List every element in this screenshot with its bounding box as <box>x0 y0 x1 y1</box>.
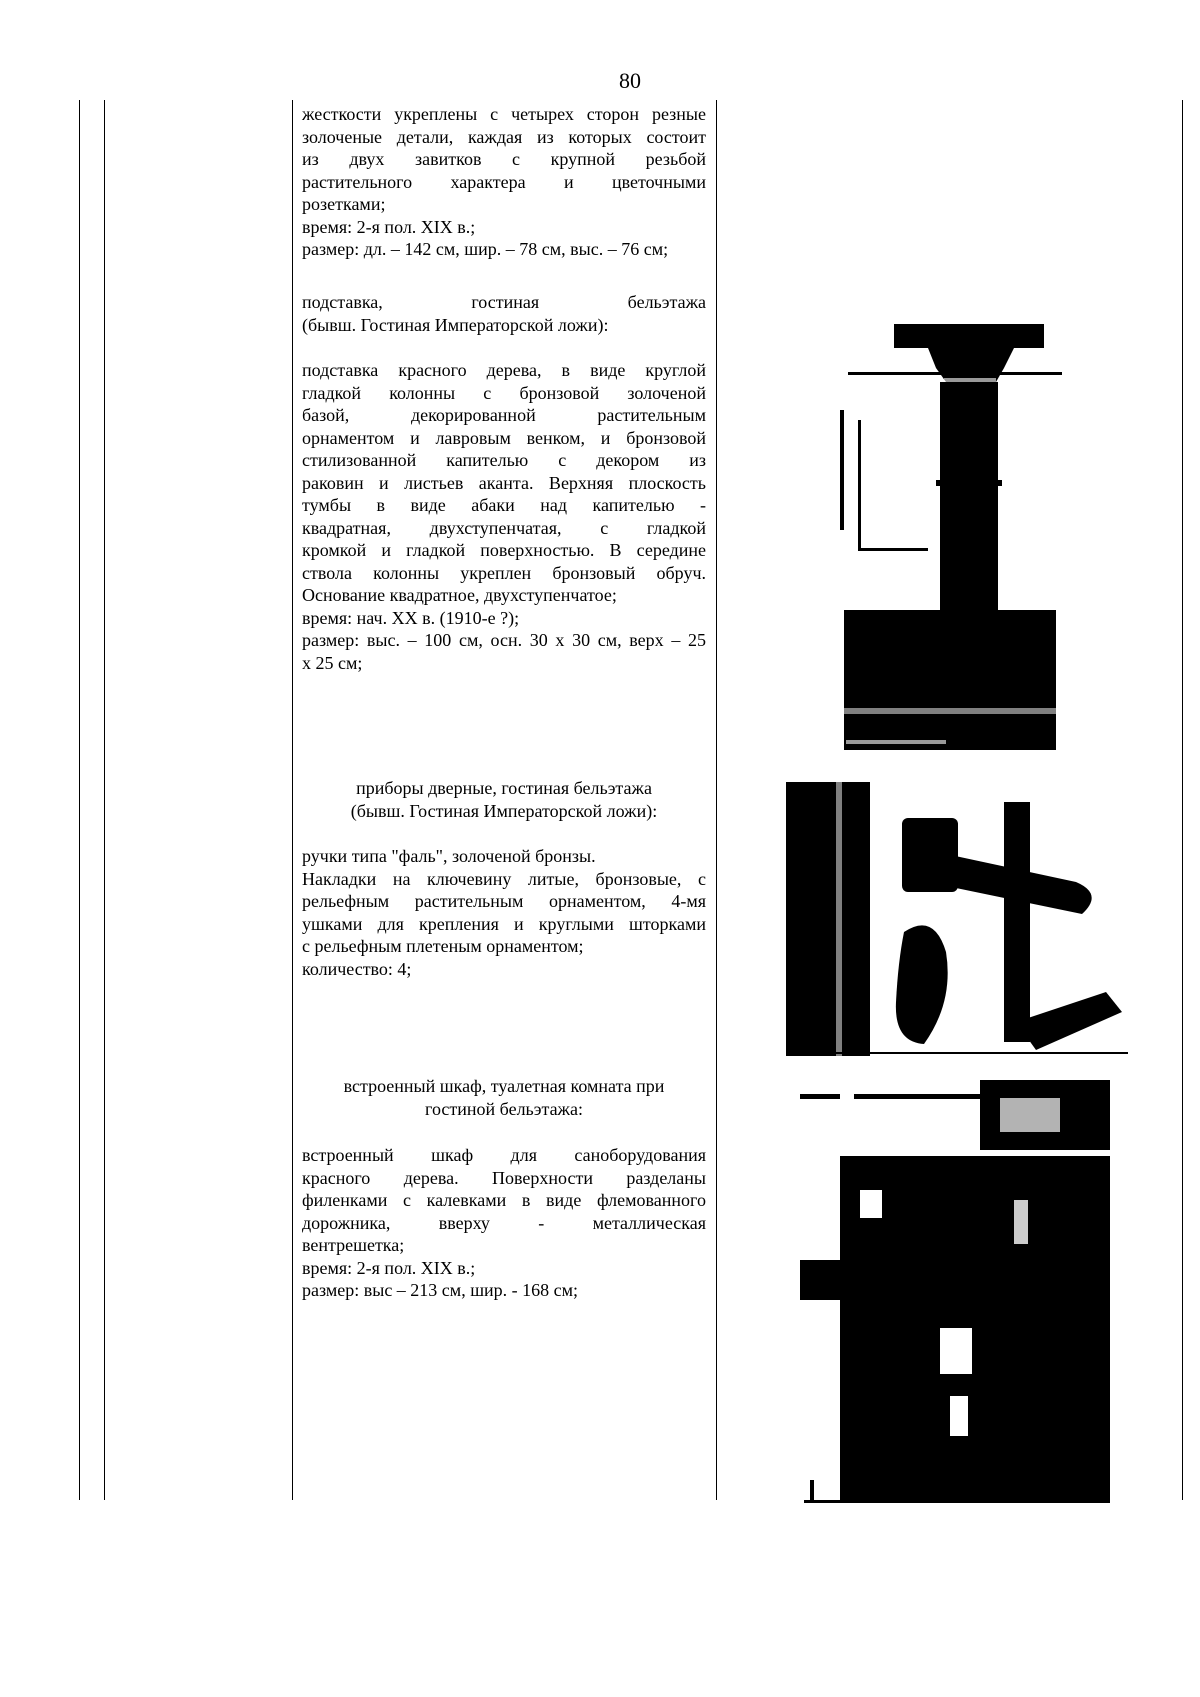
text-line: квадратная, двухступенчатая, с гладкой <box>302 517 706 538</box>
title-line: приборы дверные, гостиная бельэтажа <box>356 778 652 798</box>
text-line: тумбы в виде абаки над капителью - <box>302 495 706 515</box>
text-line: с рельефным плетеным орнаментом; <box>302 936 584 956</box>
title-line: гостиной бельэтажа: <box>425 1098 583 1119</box>
text-line: подставка красного дерева, в виде круглой <box>302 360 706 380</box>
text-line: дорожника, вверху - металлическая <box>302 1212 706 1233</box>
text-line: раковин и листьев аканта. Верхняя плоскость <box>302 472 706 493</box>
text-line: время: 2-я пол. XIX в.; <box>302 1257 476 1278</box>
text-line: из двух завитков с крупной резьбой <box>302 149 706 169</box>
text-line: размер: выс – 213 см, шир. - 168 см; <box>302 1280 579 1300</box>
text-line: Накладки на ключевину литые, бронзовые, с <box>302 868 706 889</box>
text-line: встроенный шкаф для саноборудования <box>302 1145 706 1165</box>
pedestal-photo <box>836 320 1062 756</box>
entry-title <box>302 1075 706 1120</box>
text-line: х 25 см; <box>302 652 363 673</box>
entry-description <box>302 845 706 980</box>
title-line: встроенный шкаф, туалетная комната при <box>343 1076 665 1096</box>
table-border-left-inner <box>104 100 105 1500</box>
entry-title <box>302 777 706 822</box>
text-line: золоченые детали, каждая из которых состоит <box>302 126 706 147</box>
text-line: рельефным растительным орнаментом, 4-мя <box>302 891 706 911</box>
text-line: размер: дл. – 142 см, шир. – 78 см, выс. – 76 см; <box>302 239 669 259</box>
text-line: ушками для крепления и круглыми шторками <box>302 913 706 934</box>
page-number: 80 <box>619 68 641 93</box>
table-border-left-outer <box>79 100 80 1500</box>
title-line: (бывш. Гостиная Императорской ложи): <box>302 314 609 335</box>
text-line: количество: 4; <box>302 958 412 979</box>
entry-description-continued <box>302 103 706 261</box>
entry-description <box>302 359 706 674</box>
text-line: ствола колонны укреплен бронзовый обруч. <box>302 562 706 583</box>
table-border-right <box>1182 100 1183 1500</box>
entry-title <box>302 291 706 336</box>
text-line: растительного характера и цветочными <box>302 171 706 192</box>
text-line: гладкой колонны с бронзовой золоченой <box>302 382 706 403</box>
text-line: розетками; <box>302 194 386 214</box>
text-line: красного дерева. Поверхности разделаны <box>302 1167 706 1188</box>
text-line: кромкой и гладкой поверхностью. В середине <box>302 540 706 560</box>
door-handle-photo <box>786 782 1128 1056</box>
text-line: размер: выс. – 100 см, осн. 30 х 30 см, верх – 25 <box>302 630 706 650</box>
text-line: филенками с калевками в виде флемованного <box>302 1190 706 1210</box>
entry-description <box>302 1144 706 1302</box>
text-line: базой, декорированной растительным <box>302 405 706 425</box>
table-column-divider-1 <box>292 100 293 1500</box>
text-line: время: нач. XX в. (1910-е ?); <box>302 607 520 628</box>
text-line: ручки типа "фаль", золоченой бронзы. <box>302 846 596 866</box>
text-line: Основание квадратное, двухступенчатое; <box>302 585 617 605</box>
text-line: орнаментом и лавровым венком, и бронзовой <box>302 427 706 448</box>
text-line: время: 2-я пол. XIX в.; <box>302 216 476 237</box>
title-line: (бывш. Гостиная Императорской ложи): <box>350 800 658 821</box>
title-line: подставка, гостиная бельэтажа <box>302 292 706 312</box>
text-line: вентрешетка; <box>302 1235 405 1255</box>
text-line: стилизованной капителью с декором из <box>302 450 706 470</box>
table-column-divider-2 <box>716 100 717 1500</box>
text-line: жесткости укреплены с четырех сторон резные <box>302 104 706 124</box>
cabinet-photo <box>800 1080 1110 1504</box>
